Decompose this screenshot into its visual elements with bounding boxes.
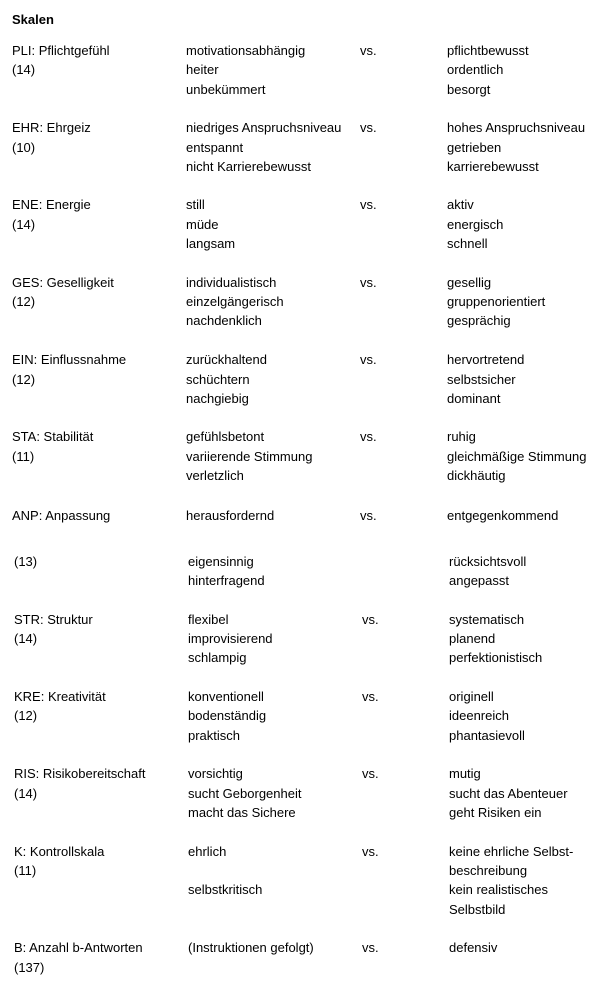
right-trait: gesprächig [447, 313, 511, 328]
scale-name: EIN: Einflussnahme [12, 352, 127, 367]
left-trait: einzelgängerisch [186, 294, 284, 309]
right-trait: originell [449, 689, 494, 704]
vs-label: vs. [362, 766, 379, 781]
scale-name: B: Anzahl b-Antworten [14, 940, 143, 955]
right-trait: getrieben [447, 140, 502, 155]
left-trait: ehrlich [188, 844, 227, 859]
right-trait: dominant [447, 391, 501, 406]
left-trait: niedriges Anspruchsniveau [186, 120, 342, 135]
right-trait: schnell [447, 236, 488, 251]
right-trait: rücksichtsvoll [449, 554, 527, 569]
right-trait: hervortretend [447, 352, 525, 367]
vs-label: vs. [360, 429, 377, 444]
left-trait: variierende Stimmung [186, 449, 313, 464]
right-trait: ideenreich [449, 708, 509, 723]
scale-count: (11) [12, 449, 35, 464]
left-trait: nachgiebig [186, 391, 249, 406]
vs-label: vs. [360, 120, 377, 135]
scale-name: STA: Stabilität [12, 429, 94, 444]
right-trait: pflichtbewusst [447, 43, 529, 58]
left-trait: individualistisch [186, 275, 277, 290]
left-trait: (Instruktionen gefolgt) [188, 940, 314, 955]
right-trait: angepasst [449, 573, 509, 588]
right-trait: selbstsicher [447, 372, 516, 387]
left-trait: nicht Karrierebewusst [186, 159, 311, 174]
scale-name: ANP: Anpassung [12, 508, 111, 523]
scale-count: (14) [14, 631, 38, 646]
vs-label: vs. [360, 352, 377, 367]
vs-label: vs. [362, 940, 379, 955]
scale-count: (11) [14, 863, 37, 878]
scale-name: K: Kontrollskala [14, 844, 105, 859]
right-trait: sucht das Abenteuer [449, 786, 568, 801]
scale-count: (10) [12, 140, 36, 155]
scale-name: KRE: Kreativität [14, 689, 106, 704]
left-trait: bodenständig [188, 708, 267, 723]
right-trait: keine ehrliche Selbst- [449, 844, 574, 859]
left-trait: schlampig [188, 650, 247, 665]
left-trait: eigensinnig [188, 554, 254, 569]
left-trait: vorsichtig [188, 766, 243, 781]
right-trait: gleichmäßige Stimmung [447, 449, 587, 464]
right-trait: Selbstbild [449, 902, 506, 917]
right-trait: defensiv [449, 940, 498, 955]
right-trait: besorgt [447, 82, 491, 97]
scale-name: PLI: Pflichtgefühl [12, 43, 110, 58]
left-trait: unbekümmert [186, 82, 266, 97]
right-trait: gesellig [447, 275, 492, 290]
left-trait: gefühlsbetont [186, 429, 265, 444]
right-trait: dickhäutig [447, 468, 506, 483]
right-trait: entgegenkommend [447, 508, 559, 523]
vs-label: vs. [362, 689, 379, 704]
scale-name: GES: Geselligkeit [12, 275, 114, 290]
left-trait: flexibel [188, 612, 229, 627]
scale-count: (12) [14, 708, 38, 723]
left-trait: konventionell [188, 689, 264, 704]
left-trait: motivationsabhängig [186, 43, 306, 58]
right-trait: energisch [447, 217, 504, 232]
right-trait: beschreibung [449, 863, 528, 878]
scale-name: ENE: Energie [12, 197, 91, 212]
left-trait: schüchtern [186, 372, 250, 387]
left-trait: macht das Sichere [188, 805, 296, 820]
left-trait: nachdenklich [186, 313, 262, 328]
vs-label: vs. [362, 844, 379, 859]
right-trait: karrierebewusst [447, 159, 539, 174]
page-title: Skalen [12, 12, 54, 27]
scale-count: (12) [12, 294, 36, 309]
right-trait: planend [449, 631, 496, 646]
left-trait: verletzlich [186, 468, 244, 483]
left-trait: entspannt [186, 140, 244, 155]
right-trait: geht Risiken ein [449, 805, 542, 820]
left-trait: hinterfragend [188, 573, 265, 588]
scale-count: (12) [12, 372, 36, 387]
right-trait: aktiv [447, 197, 474, 212]
vs-label: vs. [360, 508, 377, 523]
right-trait: gruppenorientiert [447, 294, 546, 309]
scale-count: (14) [12, 62, 36, 77]
left-trait: improvisierend [188, 631, 273, 646]
left-trait: zurückhaltend [186, 352, 267, 367]
vs-label: vs. [362, 612, 379, 627]
scale-name: EHR: Ehrgeiz [12, 120, 91, 135]
right-trait: mutig [449, 766, 481, 781]
right-trait: ordentlich [447, 62, 504, 77]
right-trait: perfektionistisch [449, 650, 543, 665]
left-trait: heiter [186, 62, 219, 77]
left-trait: still [186, 197, 205, 212]
vs-label: vs. [360, 275, 377, 290]
scale-count: (13) [14, 554, 38, 569]
right-trait: systematisch [449, 612, 525, 627]
left-trait: müde [186, 217, 219, 232]
right-trait: hohes Anspruchsniveau [447, 120, 586, 135]
left-trait: langsam [186, 236, 236, 251]
vs-label: vs. [360, 197, 377, 212]
left-trait: sucht Geborgenheit [188, 786, 302, 801]
left-trait: praktisch [188, 728, 241, 743]
scale-count: (14) [12, 217, 36, 232]
scale-count: (137) [14, 960, 45, 975]
scale-count: (14) [14, 786, 38, 801]
right-trait: phantasievoll [449, 728, 525, 743]
scale-name: RIS: Risikobereitschaft [14, 766, 146, 781]
left-trait: selbstkritisch [188, 882, 263, 897]
right-trait: ruhig [447, 429, 476, 444]
right-trait: kein realistisches [449, 882, 548, 897]
scale-name: STR: Struktur [14, 612, 93, 627]
vs-label: vs. [360, 43, 377, 58]
left-trait: herausfordernd [186, 508, 275, 523]
